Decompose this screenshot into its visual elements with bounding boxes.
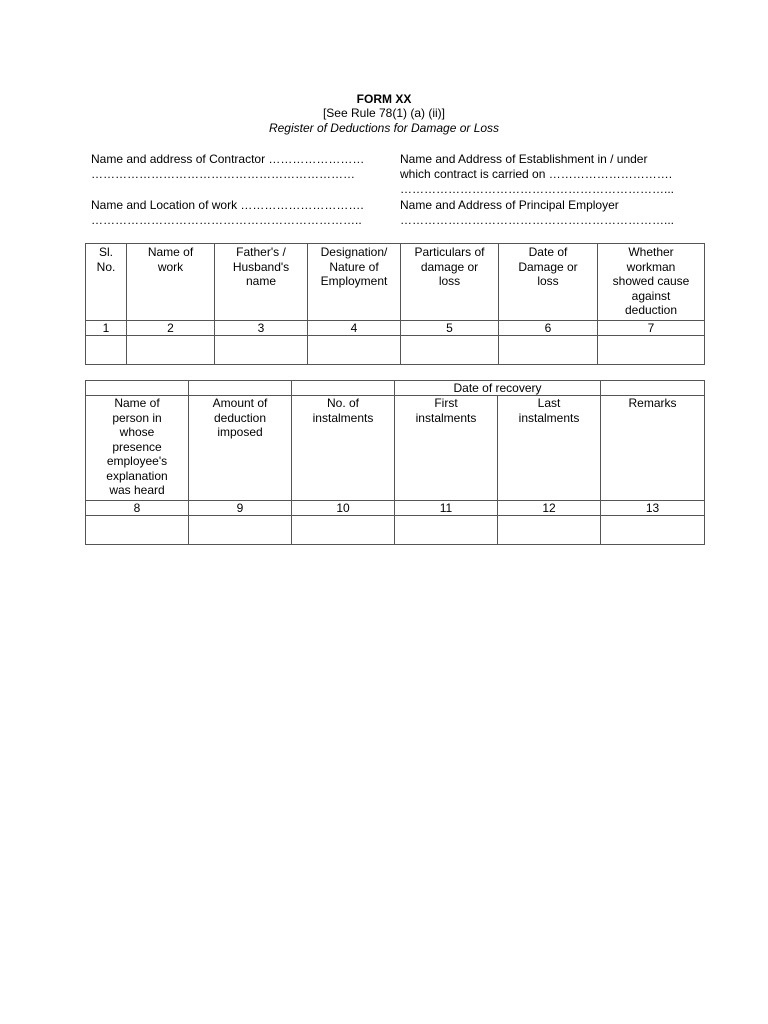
table2-header-text: employee's: [106, 454, 168, 468]
contractor-dots: …………………………………………………………: [91, 167, 355, 181]
table1-header-text: Particulars of: [414, 245, 485, 259]
table2-header-text: Last: [537, 396, 561, 410]
table1-header-cell: [215, 244, 308, 321]
table1-header-text: Father's /: [236, 245, 286, 259]
table2-header-text: Amount of: [212, 396, 268, 410]
table1-entry-cell: [127, 336, 215, 365]
table2-header-cell: [86, 396, 189, 501]
date-of-recovery-header: Date of recovery: [395, 381, 601, 396]
contractor-label: Name and address of Contractor ……………………: [91, 152, 365, 166]
table2-header-row: [86, 396, 705, 501]
table2-group-cell: [292, 381, 395, 396]
table2-header-cell: [292, 396, 395, 501]
employer-dots: …………………………………………………………...: [400, 213, 675, 227]
table1-entry-cell: [499, 336, 598, 365]
table1-column-number: 1: [86, 321, 127, 336]
table1-header-text: loss: [537, 274, 559, 288]
table1-header-text: Damage or: [518, 259, 578, 274]
table1-column-number: 2: [127, 321, 215, 336]
establishment-label: Name and Address of Establishment in / under: [400, 152, 648, 166]
table2-entry-cell: [292, 516, 395, 545]
table1-header-text: Sl.: [98, 245, 113, 259]
table1-column-number: 3: [215, 321, 308, 336]
table1-header-cell: [499, 244, 598, 321]
table2-entry-row: [86, 516, 705, 545]
location-dots: …………………………………………………………..: [91, 213, 362, 227]
table2-column-number: 10: [292, 501, 395, 516]
table2-header-cell: [395, 396, 498, 501]
table2-column-number: 9: [189, 501, 292, 516]
table1-header-text: No.: [96, 259, 116, 274]
table1-header-text: Husband's: [232, 259, 290, 274]
table2-entry-cell: [601, 516, 705, 545]
table1-entry-cell: [401, 336, 499, 365]
table2-entry-cell: [498, 516, 601, 545]
table1-header-text: Date of: [528, 245, 568, 259]
table2-header-cell: [601, 396, 705, 501]
table1-header-cell: [401, 244, 499, 321]
table1-entry-row: [86, 336, 705, 365]
form-rule-reference: [See Rule 78(1) (a) (ii)]: [322, 106, 446, 120]
table1-header-text: Nature of: [329, 259, 379, 274]
table2-group-cell: [86, 381, 189, 396]
table1-column-number: 5: [401, 321, 499, 336]
table2-header-text: instalments: [518, 410, 580, 425]
table2-header-text: person in: [112, 410, 162, 425]
table1-header-cell: [308, 244, 401, 321]
table1-header-text: name: [245, 274, 277, 288]
table1-header-text: Employment: [320, 274, 388, 288]
table2-header-text: explanation: [106, 468, 168, 483]
table1-header-text: damage or: [420, 259, 479, 274]
table2-column-number: 13: [601, 501, 705, 516]
table2-header-text: No. of: [326, 396, 359, 410]
table2-header-text: deduction: [213, 410, 267, 425]
form-subtitle: Register of Deductions for Damage or Loss: [268, 121, 500, 135]
table2-entry-cell: [189, 516, 292, 545]
establishment-label-cont: which contract is carried on ………………………….: [400, 167, 673, 181]
table1-header-cell: [598, 244, 705, 321]
table1-header-text: Designation/: [320, 245, 388, 259]
contractor-field: [91, 152, 364, 182]
table2-group-cell: [189, 381, 292, 396]
table1-column-number: 7: [598, 321, 705, 336]
employer-field: [400, 198, 674, 228]
table2-header-text: Remarks: [628, 396, 677, 410]
table2-group-cell: [601, 381, 705, 396]
deductions-table-part2: [85, 380, 705, 545]
table1-header-text: workman: [626, 259, 676, 274]
location-field: [91, 198, 364, 228]
table1-column-number: 4: [308, 321, 401, 336]
table2-column-number: 12: [498, 501, 601, 516]
table2-column-number: 11: [395, 501, 498, 516]
table1-header-text: Whether: [628, 245, 674, 259]
location-label: Name and Location of work ………………………….: [91, 198, 364, 212]
table1-header-text: showed cause: [612, 274, 690, 288]
table1-entry-cell: [308, 336, 401, 365]
table1-header-row: [86, 244, 705, 321]
table1-entry-cell: [86, 336, 127, 365]
table2-header-cell: [498, 396, 601, 501]
deductions-table-part1: [85, 243, 705, 365]
table2-header-text: Name of: [114, 396, 160, 410]
table1-entry-cell: [598, 336, 705, 365]
table1-header-text: work: [157, 259, 184, 274]
table1-header-text: loss: [438, 274, 461, 288]
table2-entry-cell: [395, 516, 498, 545]
table2-number-row: [86, 501, 705, 516]
table2-header-text: instalments: [312, 410, 374, 425]
table1-column-number: 6: [499, 321, 598, 336]
table1-header-text: against: [631, 288, 671, 303]
table2-header-text: First: [434, 396, 458, 410]
table2-header-text: whose: [119, 425, 155, 439]
table2-entry-cell: [86, 516, 189, 545]
table2-header-text: instalments: [415, 410, 477, 425]
table2-header-text: imposed: [217, 425, 263, 439]
table1-header-text: Name of: [147, 245, 194, 259]
table1-header-cell: [86, 244, 127, 321]
table1-header-text: deduction: [624, 303, 678, 317]
table1-entry-cell: [215, 336, 308, 365]
table2-header-text: presence: [112, 439, 162, 454]
table2-header-text: was heard: [109, 483, 165, 497]
form-title: FORM XX: [356, 92, 412, 106]
table2-header-cell: [189, 396, 292, 501]
establishment-field: [400, 152, 674, 197]
establishment-dots: …………………………………………………………...: [400, 182, 675, 196]
employer-label: Name and Address of Principal Employer: [400, 198, 619, 212]
table2-group-row: [86, 381, 705, 396]
table2-column-number: 8: [86, 501, 189, 516]
table1-header-cell: [127, 244, 215, 321]
table1-number-row: [86, 321, 705, 336]
